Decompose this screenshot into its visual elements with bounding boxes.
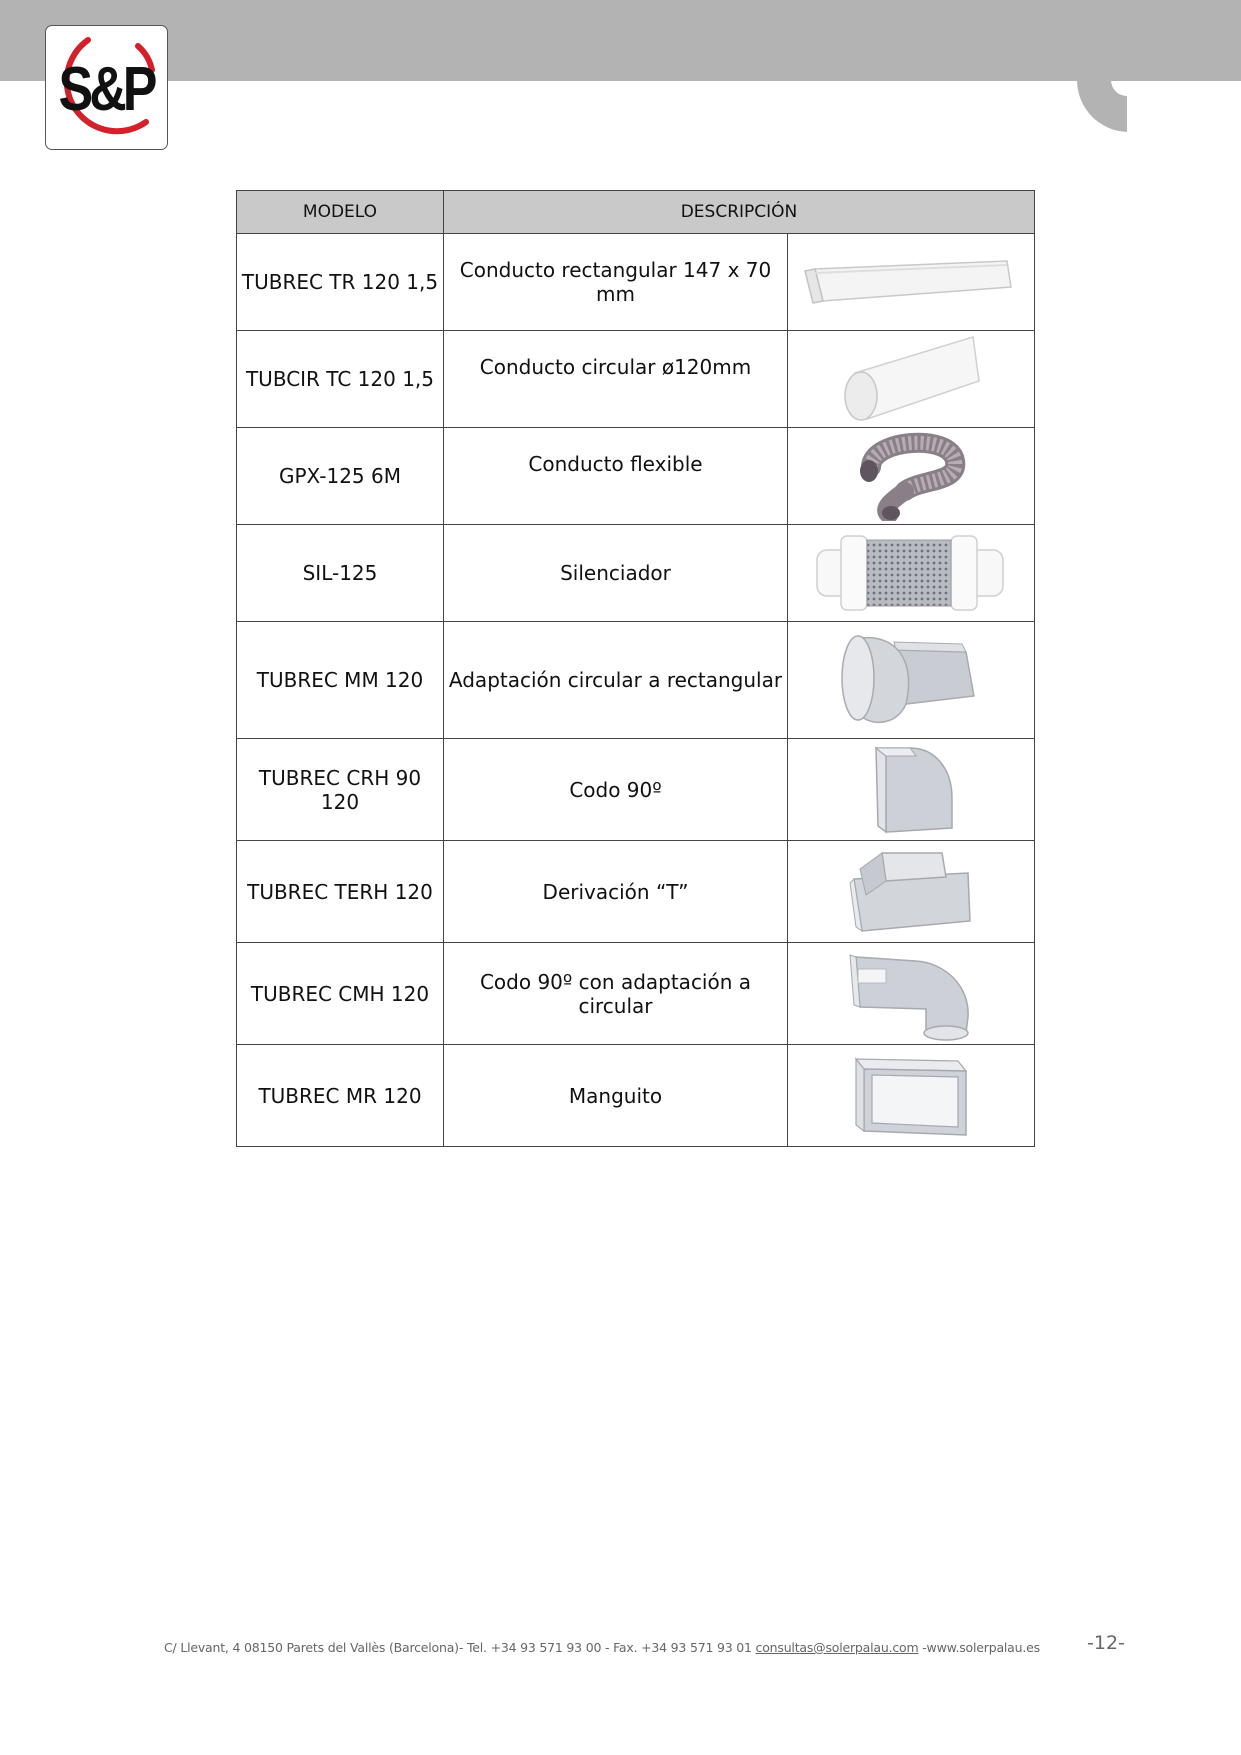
description-cell: Adaptación circular a rectangular [444,622,788,739]
table-row [237,622,1035,739]
description-cell: Conducto rectangular 147 x 70 mm [444,234,788,331]
description-cell: Codo 90º [444,739,788,841]
table-row [237,1045,1035,1147]
t-junction-icon [846,845,976,939]
description-cell: Manguito [444,1045,788,1147]
top-header-band [0,0,1241,81]
logo-text: S&P [58,54,154,125]
footer-website: -www.solerpalau.es [918,1640,1040,1655]
table-row [237,234,1035,331]
column-header-model: MODELO [237,191,444,234]
description-cell: Conducto circular ø120mm [444,331,788,428]
description-cell: Derivación “T” [444,841,788,943]
circular-duct-icon [831,333,991,425]
description-cell: Codo 90º con adaptación a circular [444,943,788,1045]
footer-email-link[interactable]: consultas@solerpalau.com [755,1640,919,1655]
table-row [237,331,1035,428]
elbow-circular-adapter-icon [846,947,976,1041]
model-cell: TUBREC TR 120 1,5 [237,234,444,331]
model-cell: TUBREC CRH 90 120 [237,739,444,841]
silencer-icon [811,530,1011,616]
table-row [237,841,1035,943]
model-cell: TUBREC MR 120 [237,1045,444,1147]
table-row [237,428,1035,525]
product-image-cell [788,943,1035,1045]
decorative-corner-mark [1075,26,1185,136]
model-cell: SIL-125 [237,525,444,622]
product-table [236,190,1035,1147]
company-logo [45,25,168,150]
model-cell: TUBREC CMH 120 [237,943,444,1045]
table-row [237,739,1035,841]
model-cell: TUBREC MM 120 [237,622,444,739]
table-row [237,943,1035,1045]
product-image-cell [788,234,1035,331]
flexible-duct-icon [851,431,971,521]
product-image-cell [788,739,1035,841]
page-number: -12- [1087,1632,1125,1654]
model-cell: TUBCIR TC 120 1,5 [237,331,444,428]
sleeve-connector-icon [846,1051,976,1141]
footer-address: C/ Llevant, 4 08150 Parets del Vallès (Barcelona)- Tel. +34 93 571 93 00 - Fax. +34 93 571 93 01 [164,1640,756,1655]
product-image-cell [788,841,1035,943]
table-row [237,525,1035,622]
circular-rectangular-adapter-icon [836,630,986,730]
product-image-cell [788,331,1035,428]
product-image-cell [788,622,1035,739]
product-image-cell [788,428,1035,525]
table-header-row [237,191,1035,234]
logo-graphic [46,26,166,148]
description-cell: Conducto flexible [444,428,788,525]
elbow-90-icon [856,742,966,838]
rectangular-duct-icon [801,247,1021,317]
model-cell: GPX-125 6M [237,428,444,525]
column-header-description: DESCRIPCIÓN [444,191,1035,234]
product-image-cell [788,525,1035,622]
description-cell: Silenciador [444,525,788,622]
footer-contact-line [164,1640,1040,1655]
model-cell: TUBREC TERH 120 [237,841,444,943]
product-image-cell [788,1045,1035,1147]
